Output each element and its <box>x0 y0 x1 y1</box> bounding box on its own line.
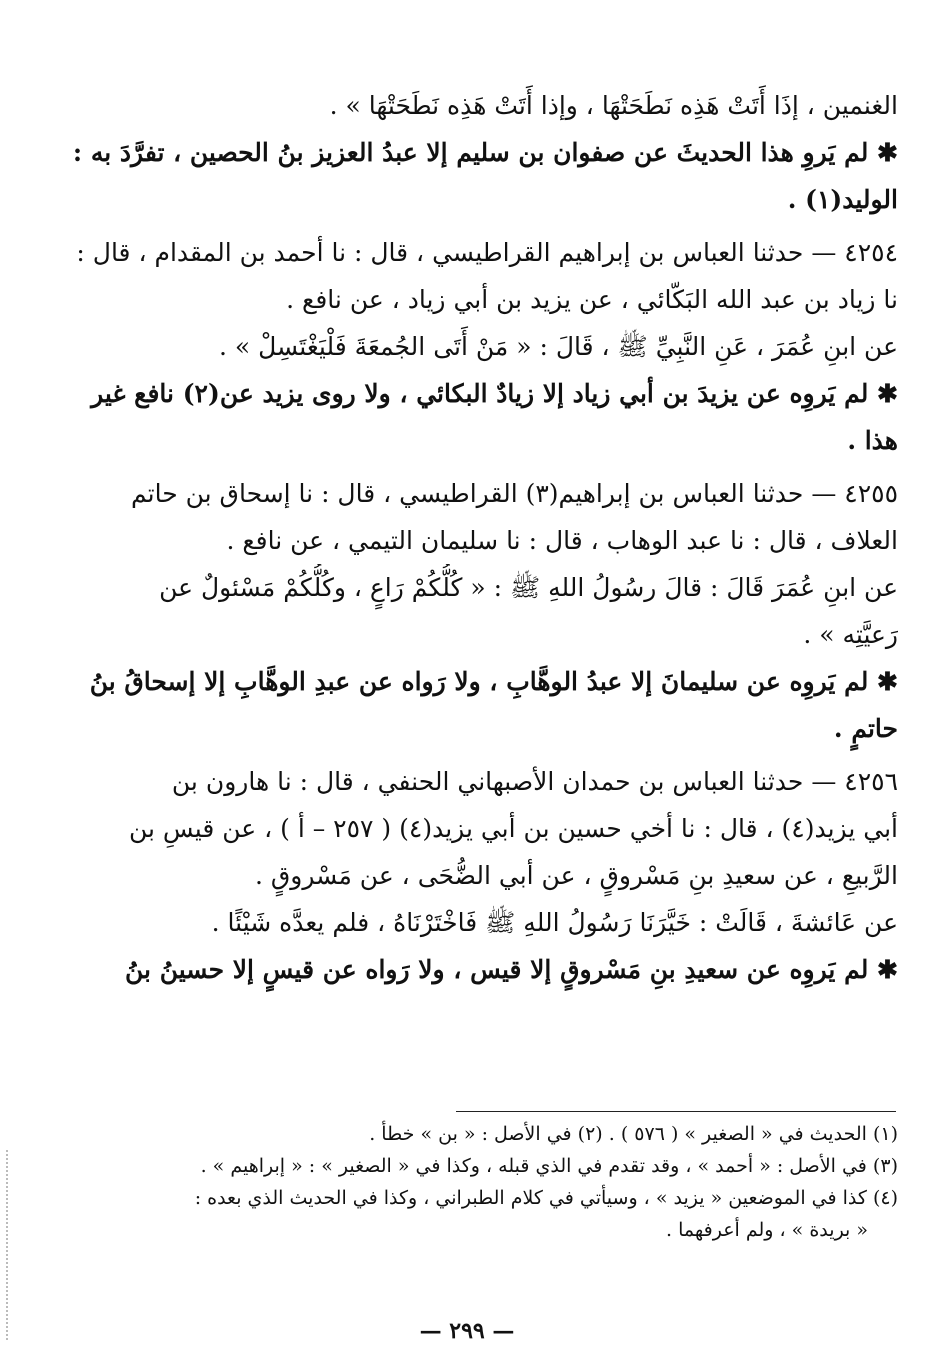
commentary-line: حاتمٍ . <box>833 714 898 743</box>
commentary-line: ✱ لم يَروِه عن يزيدَ بن أبي زياد إلا زيادٌ البكائي ، ولا روى يزيد عن(٢) نافع غير <box>60 370 898 417</box>
footnote-divider <box>456 1111 896 1112</box>
scan-edge-dots <box>6 1150 8 1340</box>
text-line: العلاف ، قال : نا عبد الوهاب ، قال : نا سليمان التيمي ، عن نافع . <box>226 526 898 555</box>
page-number: — ٢٩٩ — <box>419 1318 515 1344</box>
hadith-4256-header: ٤٢٥٦ — حدثنا العباس بن حمدان الأصبهاني الحنفي ، قال : نا هارون بن <box>171 767 898 796</box>
page-body <box>60 82 898 993</box>
footnote: (٣) في الأصل : « أحمد » ، وقد تقدم في الذي قبله ، وكذا في « الصغير » : « إبراهيم » . <box>200 1155 898 1177</box>
text-line: أبي يزيد(٤) ، قال : نا أخي حسين بن أبي يزيد(٤) ( ٢٥٧ – أ ) ، عن قيسِ بن <box>128 814 898 843</box>
footnotes <box>60 1118 898 1246</box>
hadith-4254-header: ٤٢٥٤ — حدثنا العباس بن إبراهيم القراطيسي ، قال : نا أحمد بن المقدام ، قال : <box>76 238 898 267</box>
commentary-line: ✱ لم يَروِه عن سليمانَ إلا عبدُ الوهَّابِ ، ولا رَواه عن عبدِ الوهَّابِ إلا إسحاقُ بنُ <box>60 658 898 705</box>
text-line: رَعيَّتِه » . <box>803 620 898 649</box>
text-line: عن عَائشةَ ، قَالَتْ : خَيَّرَنَا رَسُولُ اللهِ ﷺ فَاخْتَرْنَاهُ ، فلم يعدَّه شَيْئًا . <box>211 908 898 937</box>
footnote: (١) الحديث في « الصغير » ( ٥٧٦ ) . (٢) في الأصل : « بن » خطأ . <box>369 1123 898 1145</box>
text-line: الرَّبيعِ ، عن سعيدِ بنِ مَسْروقٍ ، عن أبي الضُّحَى ، عن مَسْروقٍ . <box>254 861 898 890</box>
text-line: نا زياد بن عبد الله البَكّائي ، عن يزيد بن أبي زياد ، عن نافع . <box>286 285 898 314</box>
footnote: « بريدة » ، ولم أعرفهما . <box>666 1219 868 1241</box>
text-line: عن ابنِ عُمَرَ ، عَنِ النَّبِيِّ ﷺ ، قَالَ : « مَنْ أَتَى الجُمعَةَ فَلْيَغْتَسِلْ » . <box>218 332 898 361</box>
commentary-line: ✱ لم يَروِه عن سعيدِ بنِ مَسْروقٍ إلا قيس ، ولا رَواه عن قيسٍ إلا حسينُ بنُ <box>60 946 898 993</box>
commentary-line: هذا . <box>847 426 898 455</box>
commentary-line: الوليد(١) . <box>787 185 898 214</box>
text-line: الغنمين ، إذَا أَتَتْ هَذِه نَطَحَتْهَا ، وإذا أَتَتْ هَذِه نَطَحَتْهَا » . <box>329 91 898 120</box>
footnote: (٤) كذا في الموضعين « يزيد » ، وسيأتي في كلام الطبراني ، وكذا في الحديث الذي بعده : <box>194 1187 898 1209</box>
text-line: عن ابنِ عُمَرَ قَالَ : قالَ رسُولُ اللهِ ﷺ : « كُلُّكُمْ رَاعٍ ، وكُلُّكُمْ مَسْئولٌ عن <box>159 573 898 602</box>
commentary-line: ✱ لم يَروِ هذا الحديثَ عن صفوان بن سليم إلا عبدُ العزيز بنُ الحصين ، تفرَّدَ به : <box>60 129 898 176</box>
hadith-4255-header: ٤٢٥٥ — حدثنا العباس بن إبراهيم(٣) القراطيسي ، قال : نا إسحاق بن حاتم <box>131 479 898 508</box>
